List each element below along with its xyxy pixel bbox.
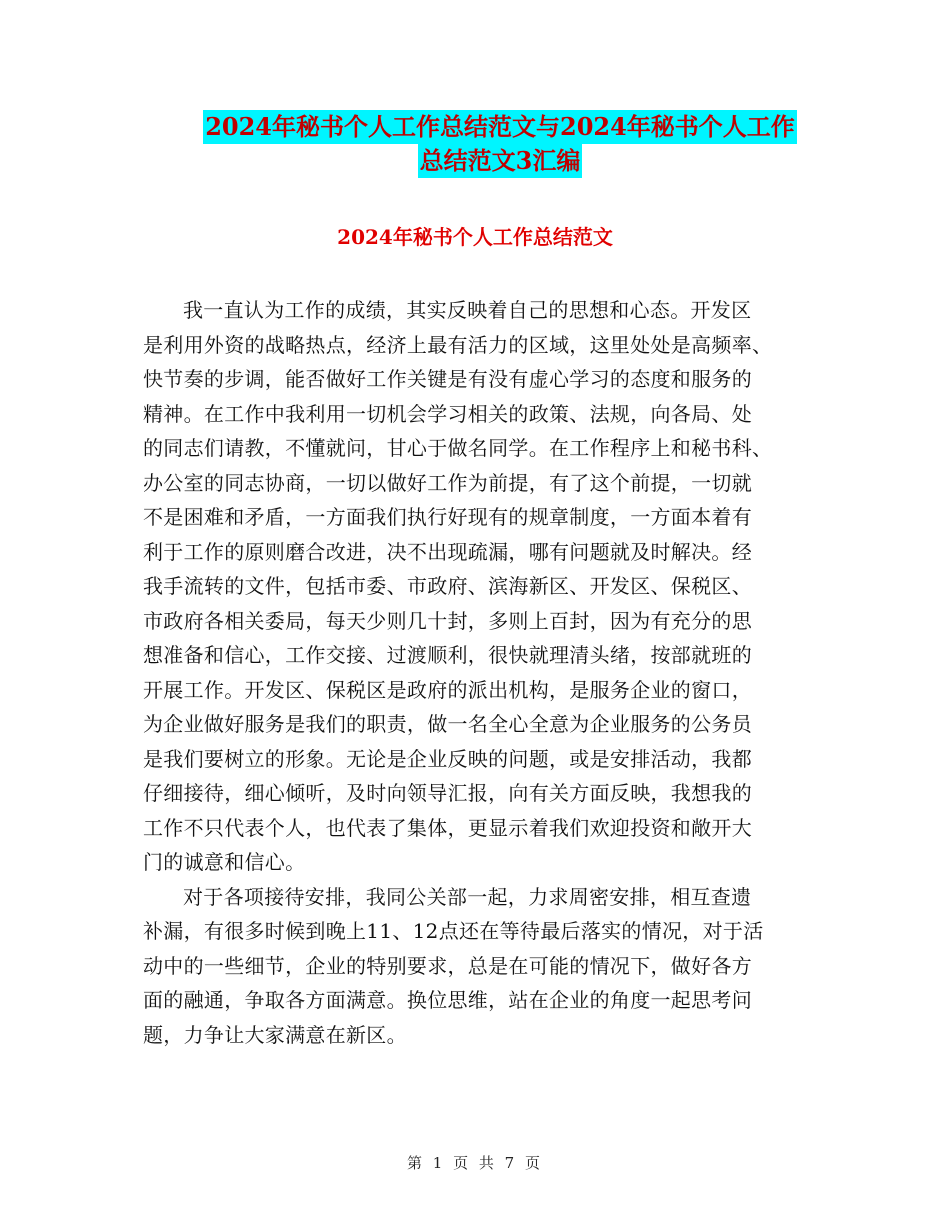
paragraph-line: 市政府各相关委局，每天少则几十封，多则上百封，因为有充分的思 <box>143 608 752 633</box>
title-line: 2024年秘书个人工作总结范文与2024年秘书个人工作 <box>203 110 797 144</box>
paragraph-line: 仔细接待，细心倾听，及时向领导汇报，向有关方面反映，我想我的 <box>143 781 752 805</box>
paragraph-line: 利于工作的原则磨合改进，决不出现疏漏，哪有问题就及时解决。经 <box>143 539 752 564</box>
document-title <box>140 110 860 178</box>
paragraph-line: 的同志们请教，不懂就问，甘心于做名同学。在工作程序上和秘书科、 <box>143 436 773 460</box>
title-line: 总结范文3汇编 <box>418 144 583 178</box>
paragraph-line: 是利用外资的战略热点，经济上最有活力的区域，这里处处是高频率、 <box>143 332 773 357</box>
paragraph-line: 想准备和信心，工作交接、过渡顺利，很快就理清头绪，按部就班的 <box>143 643 752 667</box>
paragraph-line: 我一直认为工作的成绩，其实反映着自己的思想和心态。开发区 <box>183 298 752 322</box>
paragraph-line: 快节奏的步调，能否做好工作关键是有没有虚心学习的态度和服务的 <box>143 367 752 391</box>
section-title: 2024年秘书个人工作总结范文 <box>337 225 613 249</box>
paragraph-line: 不是困难和矛盾，一方面我们执行好现有的规章制度，一方面本着有 <box>143 505 752 529</box>
paragraph-line: 我手流转的文件，包括市委、市政府、滨海新区、开发区、保税区、 <box>143 574 752 598</box>
paragraph <box>143 880 803 1053</box>
paragraph <box>143 293 803 880</box>
paragraph-line: 补漏，有很多时候到晚上11、12点还在等待最后落实的情况，对于活 <box>143 919 764 943</box>
paragraph-line: 开展工作。开发区、保税区是政府的派出机构，是服务企业的窗口， <box>143 677 752 702</box>
paragraph-line: 门的诚意和信心。 <box>143 850 306 874</box>
paragraph-line: 对于各项接待安排，我同公关部一起，力求周密安排，相互查遗 <box>183 884 752 909</box>
page-footer: 第 1 页 共 7 页 <box>407 1154 543 1172</box>
paragraph-line: 是我们要树立的形象。无论是企业反映的问题，或是安排活动，我都 <box>143 746 752 771</box>
paragraph-line: 题，力争让大家满意在新区。 <box>143 1022 407 1047</box>
paragraph-line: 面的融通，争取各方面满意。换位思维，站在企业的角度一起思考问 <box>143 988 752 1012</box>
paragraph-line: 办公室的同志协商，一切以做好工作为前提，有了这个前提，一切就 <box>143 470 752 495</box>
paragraph-line: 动中的一些细节，企业的特别要求，总是在可能的情况下，做好各方 <box>143 953 752 978</box>
paragraph-line: 工作不只代表个人，也代表了集体，更显示着我们欢迎投资和敞开大 <box>143 815 752 840</box>
paragraph-line: 为企业做好服务是我们的职责，做一名全心全意为企业服务的公务员 <box>143 712 752 736</box>
document-body <box>143 293 803 1052</box>
paragraph-line: 精神。在工作中我利用一切机会学习相关的政策、法规，向各局、处 <box>143 401 752 426</box>
